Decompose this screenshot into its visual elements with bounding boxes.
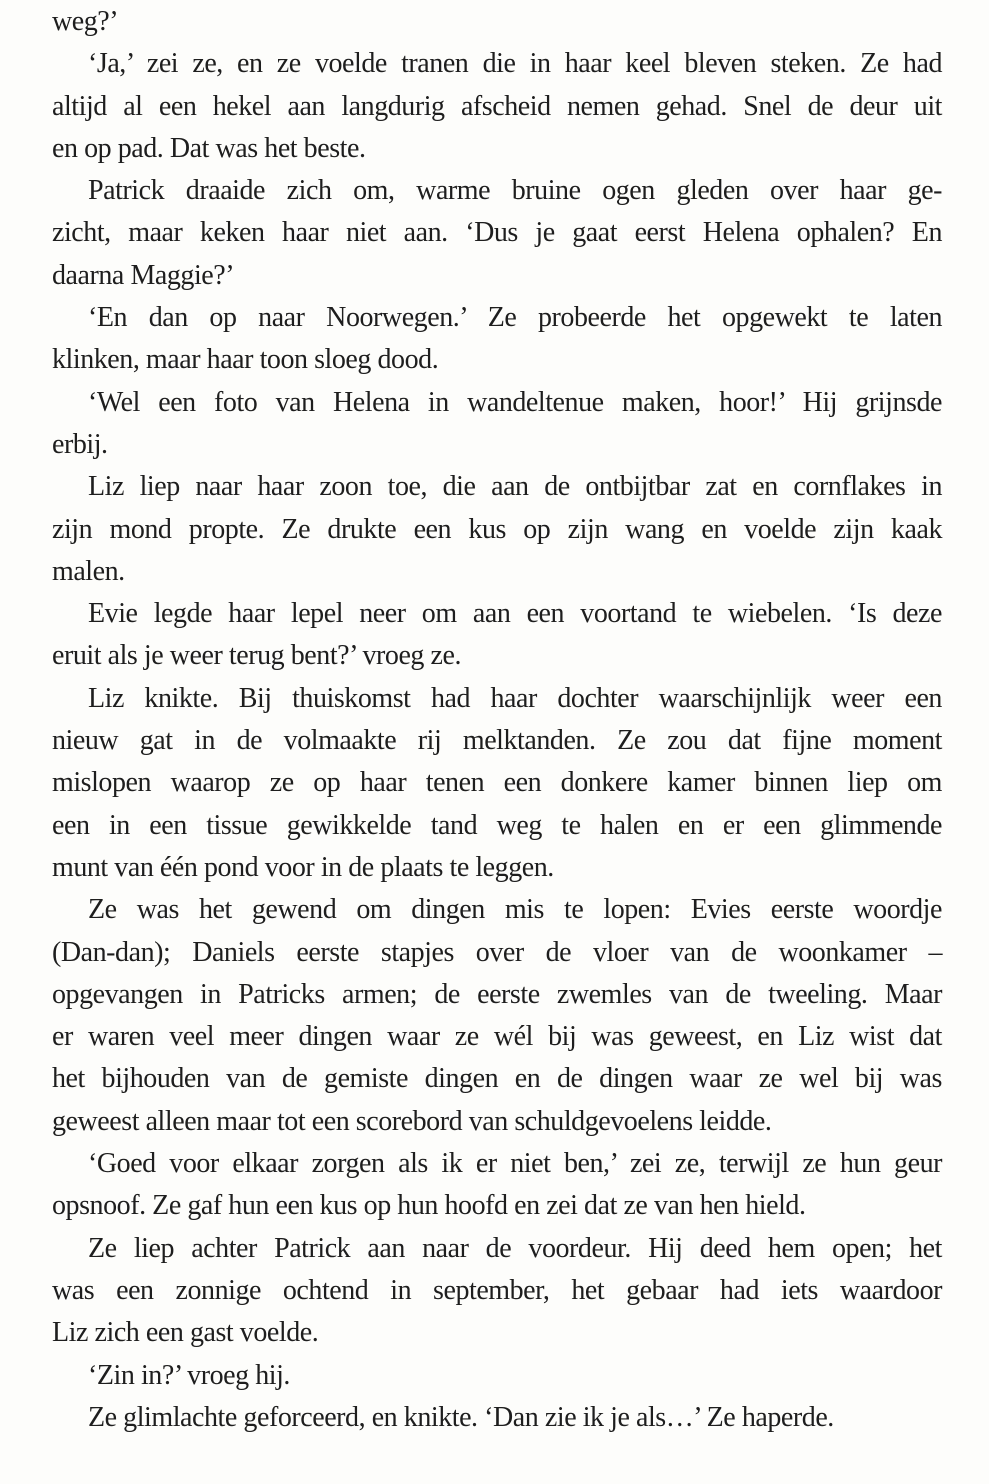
text-line: een in een tissue gewikkelde tand weg te halen en er een glimmende (52, 809, 942, 841)
text-line: er waren veel meer dingen waar ze wél bij was geweest, en Liz wist dat (52, 1021, 942, 1053)
text-line: Liz liep naar haar zoon toe, die aan de ontbijtbar zat en cornflakes in (88, 471, 942, 503)
text-line: Ze liep achter Patrick aan naar de voordeur. Hij deed hem open; het (88, 1232, 942, 1264)
text-line: het bijhouden van de gemiste dingen en de dingen waar ze wel bij was (52, 1063, 942, 1095)
text-line: altijd al een hekel aan langdurig afscheid nemen gehad. Snel de deur uit (52, 90, 942, 122)
text-line: geweest alleen maar tot een scorebord van schuldgevoelens leidde. (52, 1105, 772, 1137)
text-line: zijn mond propte. Ze drukte een kus op zijn wang en voelde zijn kaak (52, 513, 942, 545)
text-line: weg?’ (52, 6, 119, 37)
text-line: klinken, maar haar toon sloeg dood. (52, 344, 439, 376)
text-line: mislopen waarop ze op haar tenen een donkere kamer binnen liep om (52, 767, 942, 799)
text-line: Liz knikte. Bij thuiskomst had haar dochter waarschijnlijk weer een (88, 682, 942, 714)
text-line: Patrick draaide zich om, warme bruine ogen gleden over haar ge- (88, 175, 942, 207)
body-text (52, 1, 942, 1439)
text-line: en op pad. Dat was het beste. (52, 132, 366, 164)
text-line: Ze was het gewend om dingen mis te lopen: Evies eerste woordje (88, 894, 942, 926)
text-line: was een zonnige ochtend in september, het gebaar had iets waardoor (52, 1274, 942, 1306)
text-line: ‘En dan op naar Noorwegen.’ Ze probeerde het opgewekt te laten (88, 302, 942, 334)
text-line: ‘Zin in?’ vroeg hij. (88, 1359, 290, 1391)
text-line: (Dan-dan); Daniels eerste stapjes over de vloer van de woonkamer – (52, 936, 942, 968)
text-line: Evie legde haar lepel neer om aan een voortand te wiebelen. ‘Is deze (88, 598, 942, 630)
text-line: ‘Ja,’ zei ze, en ze voelde tranen die in haar keel bleven steken. Ze had (88, 48, 942, 80)
text-line: ‘Goed voor elkaar zorgen als ik er niet ben,’ zei ze, terwijl ze hun geur (88, 1148, 942, 1180)
text-line: nieuw gat in de volmaakte rij melktanden. Ze zou dat fijne moment (52, 725, 942, 757)
text-line: erbij. (52, 428, 108, 460)
text-line: ‘Wel een foto van Helena in wandeltenue maken, hoor!’ Hij grijnsde (88, 386, 942, 418)
text-line: munt van één pond voor in de plaats te leggen. (52, 851, 554, 883)
text-line: opgevangen in Patricks armen; de eerste zwemles van de tweeling. Maar (52, 978, 942, 1010)
text-line: zicht, maar keken haar niet aan. ‘Dus je gaat eerst Helena ophalen? En (52, 217, 942, 249)
text-line: opsnoof. Ze gaf hun een kus op hun hoofd en zei dat ze van hen hield. (52, 1190, 806, 1222)
text-line: malen. (52, 555, 125, 587)
text-line: Liz zich een gast voelde. (52, 1317, 319, 1349)
text-line: daarna Maggie?’ (52, 259, 235, 291)
text-line: eruit als je weer terug bent?’ vroeg ze. (52, 640, 462, 672)
text-line: Ze glimlachte geforceerd, en knikte. ‘Dan zie ik je als…’ Ze haperde. (88, 1401, 834, 1433)
